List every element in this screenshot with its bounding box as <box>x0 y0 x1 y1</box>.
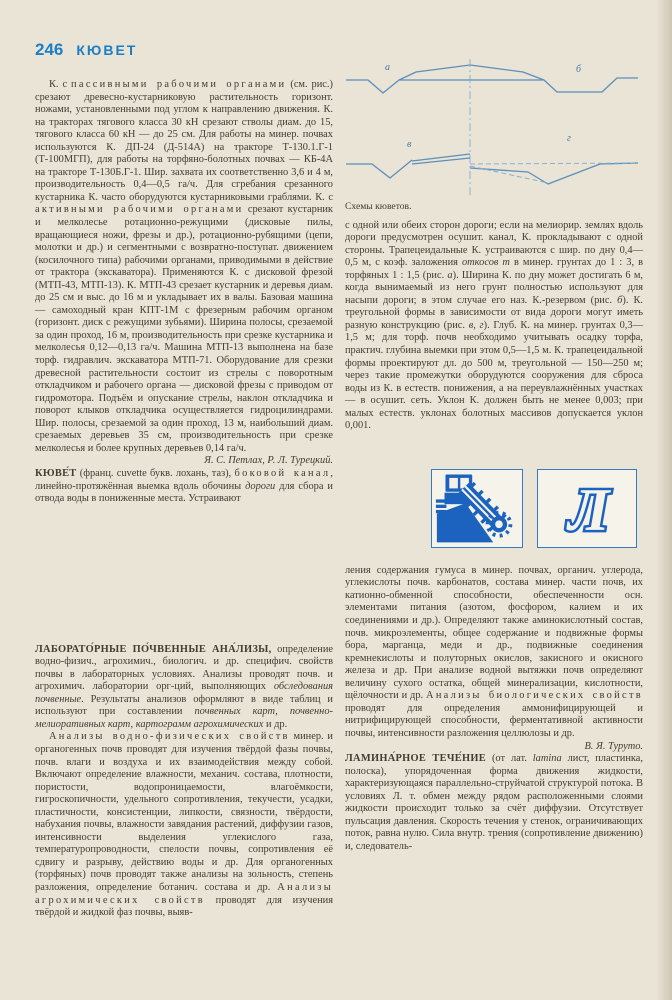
diagram-caption: Схемы кюветов. <box>345 201 412 212</box>
scheme-label-a: а <box>385 62 390 73</box>
page-header <box>35 40 137 60</box>
ditch-schemes-diagram <box>345 57 642 198</box>
author-byline: Я. С. Петлах, Р. Л. Турецкий. <box>204 455 333 467</box>
right-column-text-lower <box>345 565 643 854</box>
page-number: 246 <box>35 40 64 59</box>
article-illustration-box <box>431 469 523 548</box>
trencher-machine-icon <box>434 471 520 545</box>
paragraph: ЛАБОРАТО́РНЫЕ ПО́ЧВЕННЫЕ АНА́ЛИЗЫ, определение водно-физич., агрохимич., биологич. и др. специфич. свойств почвы в лабораторных условиях. Анализы проводят почв. и агрохимич. лаборатории орг-ций, выполняющих обследования почвенные. Результаты анализов оформляют в виде таблиц и используют при составлении почвенных карт, почвенно-мелиоративных карт, картограмм агрохимических и др. <box>35 643 333 730</box>
right-column-text-upper <box>345 220 643 433</box>
section-divider-illustrations <box>431 469 643 548</box>
paragraph: ления содержания гумуса в минер. почвах, органич. углерода, углекислоты почв. карбонатов, состава минер. части почв, их катионно-обменной способности, обеспеченности осн. элементами питания (азотом, фосфором, калием и их соединениями и др.). Определяют также аминокислотный состав, почв. микроэлементы, общее содержание и подвижные формы бора, марганца, меди и др., подвижные соединения кремнекислоты и полуторных окислов, закисного и окисного железа и др. При анализе водной вытяжки почв определяют величину сухого остатка, общей минерализации, кислотности, щёлочности и др. Анализы биологических свойств проводят для определения аммонифицирующей и нитрифицирующей способности, ферментативной активности почвы, интенсивности разложения целлюлозы и др. <box>345 564 643 739</box>
capital-letter-l-marker <box>547 473 627 543</box>
paragraph: с одной или обеих сторон дороги; если на мелиорир. землях вдоль дороги предусмотрен осушит. канал, К. прокладывают с одной стороны. Трапецеидальные К. устраиваются с шир. по дну 0,4—0,5 м, с коэф. заложения откосов m в минер. грунтах до 1 : 3, в торфяных 1 : 1,5 (рис. а). Ширина К. по дну может достигать 6 м, когда вынимаемый из него грунт полностью используют для насыпи дороги; в этом случае его наз. К.-резервом (рис. б). К. треугольной формы в зависимости от вида дороги могут иметь разную конструкцию (рис. в, г). Глуб. К. на минер. грунтах 0,3—1,5 м; для торф. почв необходимо учитывать осадку торфа, практич. глубина выемки при этом 0,5—1,5 м. К. трапецеидальной формы проектируют дл. до 500 м, треугольной — 150—250 м; через такие промежутки оборудуются сооружения для сброса воды из К. в естеств. понижения, а на переувлажнённых участках — в осушит. сеть. Уклон К. должен быть не менее 0,003; при малых естеств. уклонах болотных массивов допускается уклон 0,001. <box>345 219 644 432</box>
scheme-label-b: б <box>576 64 582 75</box>
right-column <box>345 57 643 853</box>
letter-l-glyph: Л <box>568 477 610 544</box>
letter-section-marker-box <box>537 469 637 548</box>
left-column <box>35 79 333 920</box>
scheme-label-v: в <box>407 139 412 150</box>
paragraph: ЛАМИНА́РНОЕ ТЕЧЕ́НИЕ (от лат. lamina лист, пластинка, полоска), упорядоченная форма движения жидкости, характеризующаяся параллельно-струйчатой структурой потока. В условиях Л. т. обмен между рядом расположенными слоями жидкости происходит только за счёт диффузии. Отсутствует пульсация давления. Скорость течения у стенок, ограничивающих поток, равна нулю. Сила внутр. трения (сопротивление движению) и, следователь- <box>345 753 643 852</box>
column-gap <box>35 506 333 644</box>
paragraph: К. с пассивными рабочими органами (см. рис.) срезают древесно-кустарниковую растительность горизонт. ножами, установленными под углом к направлению движения. К. на тракторах тягового класса 30 кН срезают стволы диам. до 15, тягового класса 60 кН — до 25 см. Для работы на минер. почвах используются К. ДП-24 (Д-514А) на тракторе Т-130.1.Г-1 (Т-100МГП), для работы на торфяно-болотных почвах — КБ-4А на тракторе Т-130Б.Г-1. Шир. захвата их соответственно 3,6 и 4 м, производительность 0,4—0,5 га/ч. Для сгребания срезанного кустарника К. часто оборудуются кустарниковыми граблями. К. с активными рабочими органами срезают кустарник и мелколесье ротационно-режущими (дисковые пилы, вращающиеся ножи, фрезы и др.), ротационно-рубящими (цепи, молотки и др.) и сегментными с возвратно-поступат. движением (косилочного типа) рабочими органами, приводимыми в действие от трактора (экскаватора). Применяются К. с дисковой фрезой (МТП-43, МТП-13). К. МТП-43 срезает кустарник и деревья диам. до 25 см и выс. до 16 м и укладывает их в валы. Базовая машина — самоходный кран КПТ-1М с фрезерным рабочим органом (горизонт. диск с режущими зубьями). Ширина полосы, срезаемой за один проход, 16 м, производительность при срезке кустарника и мелколесья 0,12—0,13 га/ч. Машина МТП-13 выполнена на базе торф. гидравлич. экскаватора МТП-71. Оборудование для срезки древесной растительности состоит из стрелы с поворотным откладчиком и рабочего органа — дисковой фрезы с приводом от гидромотора. Подъём и опускание стрелы, наклон откладчика и поворот клыков откладчика осуществляется гидроцилиндрами. Шир. полосы, срезаемой за один проход, 13 м, наибольший диам. срезаемых деревьев 35 см, производительность при срезке мелколесья и более крупных деревьев 0,14 га/ч. <box>35 79 333 454</box>
scheme-v-g <box>346 154 638 184</box>
running-head: КЮВЕТ <box>76 42 138 58</box>
author-byline: В. Я. Туруто. <box>584 740 643 752</box>
paragraph: Анализы водно-физических свойств минер. и органогенных почв проводят для изучения твёрдой фазы почвы, почв. влаги и воздуха и их взаимодействия между собой. Включают определение влажности, механич. состава, плотности, пористости, водопроницаемости, влагоёмкости, гигроскопичности, удельного сопротивления, текучести, усадки, пластичности, консистенции, липкости, связности, твёрдости, набухания почвы, влажности завядания растений, диффузии газов, интенсивности выделения углекислого газа, температуропроводности, спелости почвы, сопротивления её сдвигу и разрыву, действию воды и др. Для органогенных (торфяных) почв проводят также анализы на зольность, степень разложения, определение ботанич. состава и др. Анализы агрохимических свойств проводят для изучения твёрдой и жидкой фаз почвы, выяв- <box>35 731 334 919</box>
paragraph: КЮВЕ́Т (франц. cuvette букв. лохань, таз), боковой канал, линейно-протяжённая выемка вдоль обочины дороги для сбора и отвода воды в пониженные места. Устраивают <box>35 467 333 505</box>
page-edge-shadow <box>656 0 672 1000</box>
scheme-label-g: г <box>567 133 571 144</box>
